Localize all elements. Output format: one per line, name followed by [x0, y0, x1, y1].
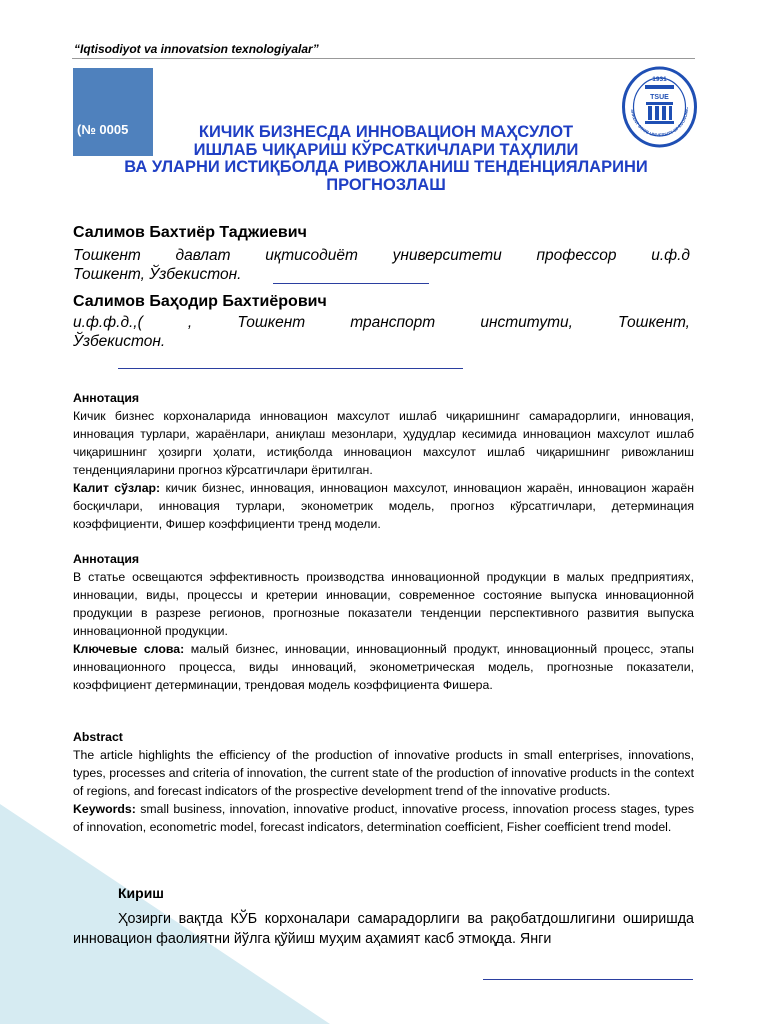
author-affiliation: Ўзбекистон. — [73, 333, 166, 350]
section-heading: Аннотация — [73, 552, 140, 566]
keywords-label: Keywords: — [73, 802, 136, 816]
annotation-text: Кичик бизнес корхоналарида инновацион махсулот ишлаб чиқаришнинг самарадорлиги, инновация, инновация турлари, жараёнлари, аниқлаш мезонлари, ҳудудлар кесимида инновацион махсулот ишлаб чиқаришнинг ҳозирги ҳолати, истиқболда инновацион махсулот ишлаб чиқаришнинг ривожланиш тенденцияларини прогноз кўрсатгичлари ёритилган. — [73, 409, 694, 477]
title-line: ПРОГНОЗЛАШ — [326, 175, 446, 194]
underline-blank — [273, 283, 429, 284]
intro-heading: Кириш — [118, 885, 164, 901]
keywords-label: Ключевые слова: — [73, 642, 185, 656]
footer-rule — [483, 979, 693, 980]
keywords-text: кичик бизнес, инновация, инновацион махсулот, инновацион жараён, инновацион жараён босқичлари, инновация турлари, эконометрик модель, прогноз кўрсатгичлари, детерминация коэффициенти, Фишер коэффициенти тренд модели. — [73, 481, 694, 531]
journal-header: “Iqtisodiyot va innovatsion texnologiyalar” — [74, 42, 319, 56]
abstract-text: The article highlights the efficiency of the production of innovative products in small enterprises, innovations, types, processes and criteria of innovation, the current state of the production of innovative products in the context of regions, and forecast indicators of the prospective development trend of the innovative products. — [73, 748, 694, 798]
section-heading: Abstract — [73, 730, 123, 744]
title-line: ВА УЛАРНИ ИСТИҚБОЛДА РИВОЖЛАНИШ ТЕНДЕНЦИЯЛАРИНИ — [124, 158, 648, 176]
logo-year: 1931 — [652, 76, 667, 83]
author-affiliation: Тошкент, Ўзбекистон. — [73, 266, 242, 283]
underline-blank — [118, 368, 463, 369]
annotation-uz — [73, 389, 694, 533]
keywords — [73, 640, 694, 694]
logo-ring-text: SHKENT STATE UNIVERSITY OF ECONOMIC — [630, 106, 690, 138]
keywords-label: Калит сўзлар: — [73, 481, 161, 495]
header-rule — [72, 58, 695, 59]
intro-text — [73, 909, 694, 949]
intro-paragraph: Ҳозирги вақтда КЎБ корхоналари самарадорлиги ва рақобатдошлигини оширишда инновацион фаолиятни йўлга қўйиш муҳим аҳамият касб этмоқда. Янги — [73, 911, 694, 947]
annotation-text: В статье освещаются эффективность производства инновационной продукции в малых предприятиях, инновации, виды, процессы и кретерии инновации, современное состояние выпуска инновационной продукции в разрезе регионов, прогнозные показатели тенденции перспективного развития выпуска инновационной продукции. — [73, 570, 694, 638]
title-line: ИШЛАБ ЧИҚАРИШ КЎРСАТКИЧЛАРИ ТАҲЛИЛИ — [193, 140, 579, 159]
logo-abbr: TSUE — [650, 94, 669, 101]
annotation-ru — [73, 550, 694, 694]
keywords-text: малый бизнес, инновации, инновационный продукт, инновационный процесс, этапы инновационного процесса, виды инноваций, эконометрическая модель, прогнозные показатели, коэффициент детерминации, трендовая модель коэффициента Фишера. — [73, 642, 694, 692]
author-name: Салимов Бахтиёр Таджиевич — [73, 224, 307, 241]
title-line: КИЧИК БИЗНЕСДА ИННОВАЦИОН МАҲСУЛОТ — [198, 123, 574, 141]
keywords — [73, 479, 694, 533]
article-title — [86, 124, 686, 194]
article-number: (№ 0005 — [77, 122, 129, 137]
abstract-en — [73, 728, 694, 836]
author-affiliation: Тошкент давлат иқтисодиёт университети профессор и.ф.д — [73, 247, 690, 264]
author-affiliation: и.ф.ф.д.,( , Тошкент транспорт институти, Тошкент, — [73, 314, 690, 331]
section-heading: Аннотация — [73, 391, 140, 405]
keywords-text: small business, innovation, innovative product, innovative process, innovation process stages, types of innovation, econometric model, forecast indicators, determination coefficient, Fisher coefficient trend model. — [73, 802, 694, 834]
author-name: Салимов Баҳодир Бахтиёрович — [73, 293, 327, 310]
keywords — [73, 800, 694, 836]
